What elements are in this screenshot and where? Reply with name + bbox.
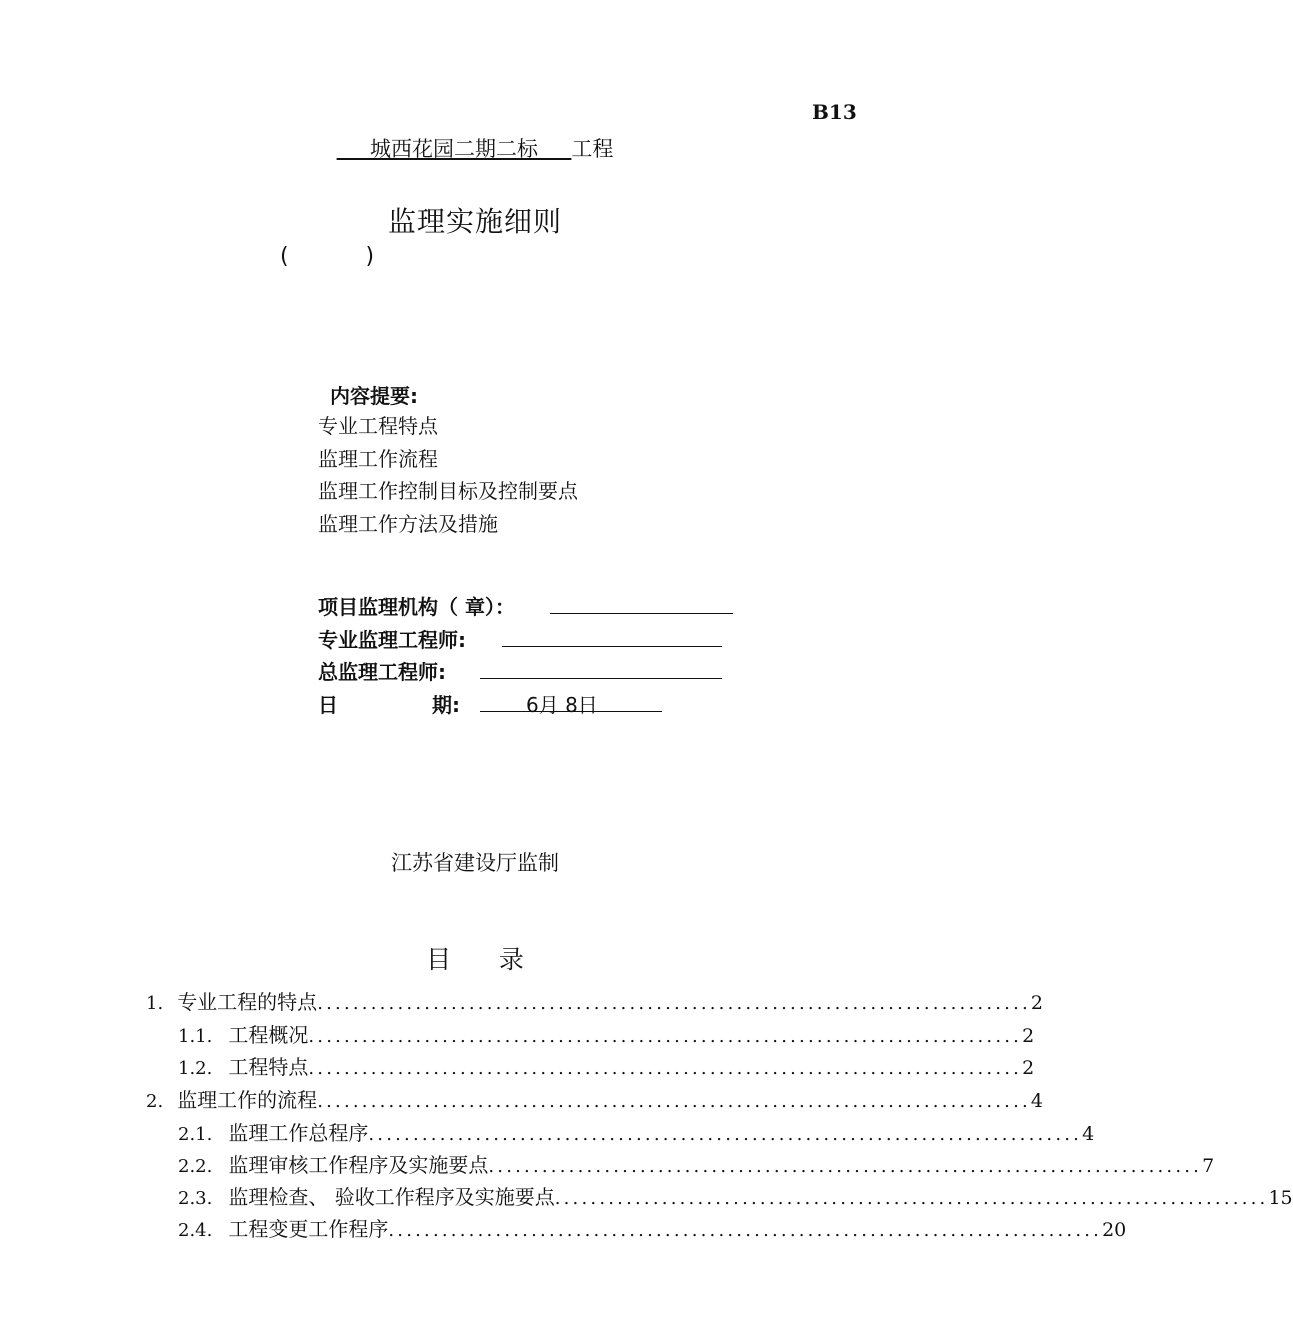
form-code: B13	[812, 100, 857, 124]
toc-entry-text: 专业工程的特点	[177, 990, 318, 1014]
engineer-label: 专业监理工程师:	[318, 628, 466, 652]
toc-entry[interactable]	[178, 1213, 1127, 1245]
toc-entry[interactable]	[178, 1019, 1035, 1051]
toc-entry-text: 监理检查、 验收工作程序及实施要点	[228, 1185, 555, 1209]
signature-row-org	[318, 591, 515, 620]
summary-list	[318, 410, 578, 540]
summary-heading: 内容提要:	[330, 384, 418, 408]
toc-title-second: 录	[498, 945, 524, 974]
signature-row-date	[318, 689, 598, 718]
project-suffix: 工程	[571, 137, 614, 161]
toc-entry-text: 工程特点	[228, 1055, 309, 1079]
paren-close: )	[365, 244, 375, 269]
issuer: 江苏省建设厅监制	[391, 851, 559, 875]
date-label-first: 日	[318, 693, 338, 717]
toc-entry-number: 2.4.	[178, 1220, 213, 1241]
toc-leader-dots: ................................................................................	[317, 1091, 1031, 1112]
toc-entry[interactable]	[178, 1117, 1095, 1149]
toc-entry-number: 2.	[146, 1091, 164, 1112]
org-signature-line[interactable]	[550, 613, 733, 614]
toc-entry[interactable]	[146, 986, 1044, 1018]
toc-leader-dots: ................................................................................	[388, 1220, 1103, 1241]
project-name: 城西花园二期二标	[370, 137, 538, 161]
toc-leader-dots: ................................................................................	[308, 1058, 1023, 1079]
toc-entry-page: 15	[1268, 1187, 1293, 1209]
toc-title-first: 目	[426, 945, 452, 974]
toc-entry-page: 20	[1102, 1219, 1127, 1241]
toc-entry[interactable]	[178, 1051, 1035, 1083]
toc-entry-page: 2	[1022, 1057, 1035, 1079]
paren-open: (	[280, 244, 289, 269]
underline-pad-right	[538, 137, 571, 161]
toc-entry-text: 监理审核工作程序及实施要点	[228, 1153, 489, 1177]
document-title: 监理实施细则	[387, 205, 562, 238]
signature-row-chief	[318, 656, 446, 685]
toc-entry-number: 2.2.	[178, 1156, 213, 1177]
engineer-signature-line[interactable]	[502, 646, 722, 647]
toc-entry-page: 4	[1082, 1123, 1095, 1145]
toc-leader-dots: ................................................................................	[368, 1124, 1083, 1145]
summary-item: 监理工作方法及措施	[318, 511, 498, 536]
underline-pad-left	[337, 137, 370, 161]
toc-title-gap	[451, 945, 499, 974]
toc-entry-text: 监理工作总程序	[228, 1121, 369, 1145]
toc-leader-dots: ................................................................................	[308, 1026, 1023, 1047]
toc-entry-page: 4	[1030, 1090, 1044, 1112]
toc-leader-dots: ................................................................................	[488, 1156, 1203, 1177]
toc-entry-page: 2	[1022, 1025, 1035, 1047]
toc-title	[0, 940, 950, 976]
chief-label: 总监理工程师:	[318, 660, 446, 684]
date-value: 6月 8日	[526, 693, 598, 717]
toc-entry-number: 1.1.	[178, 1026, 213, 1047]
toc-entry-text: 监理工作的流程	[177, 1088, 318, 1112]
toc-entry-page: 7	[1202, 1155, 1215, 1177]
toc-entry[interactable]	[178, 1149, 1215, 1181]
summary-item: 监理工作控制目标及控制要点	[318, 479, 578, 503]
chief-signature-line[interactable]	[480, 678, 722, 679]
date-label-second: 期:	[432, 693, 460, 717]
org-label: 项目监理机构（ 章）：	[318, 595, 515, 619]
toc-entry-number: 1.	[146, 993, 164, 1014]
toc-entry[interactable]	[146, 1084, 1044, 1116]
summary-item: 专业工程特点	[318, 414, 438, 438]
toc-entry-number: 2.3.	[178, 1188, 213, 1209]
paren-space	[289, 244, 366, 269]
toc-entry-number: 2.1.	[178, 1124, 213, 1145]
toc-entry-page: 2	[1030, 992, 1044, 1014]
toc-entry-text: 工程变更工作程序	[228, 1217, 389, 1241]
toc-entry-number: 1.2.	[178, 1058, 213, 1079]
toc-leader-dots: ................................................................................	[554, 1188, 1269, 1209]
toc-entry[interactable]	[178, 1181, 1293, 1213]
signature-row-engineer	[318, 624, 466, 653]
project-name-line	[0, 133, 950, 163]
subtitle-parentheses	[280, 244, 374, 269]
summary-item: 监理工作流程	[318, 446, 438, 471]
toc-leader-dots: ................................................................................	[317, 993, 1031, 1014]
toc-entry-text: 工程概况	[228, 1023, 309, 1047]
